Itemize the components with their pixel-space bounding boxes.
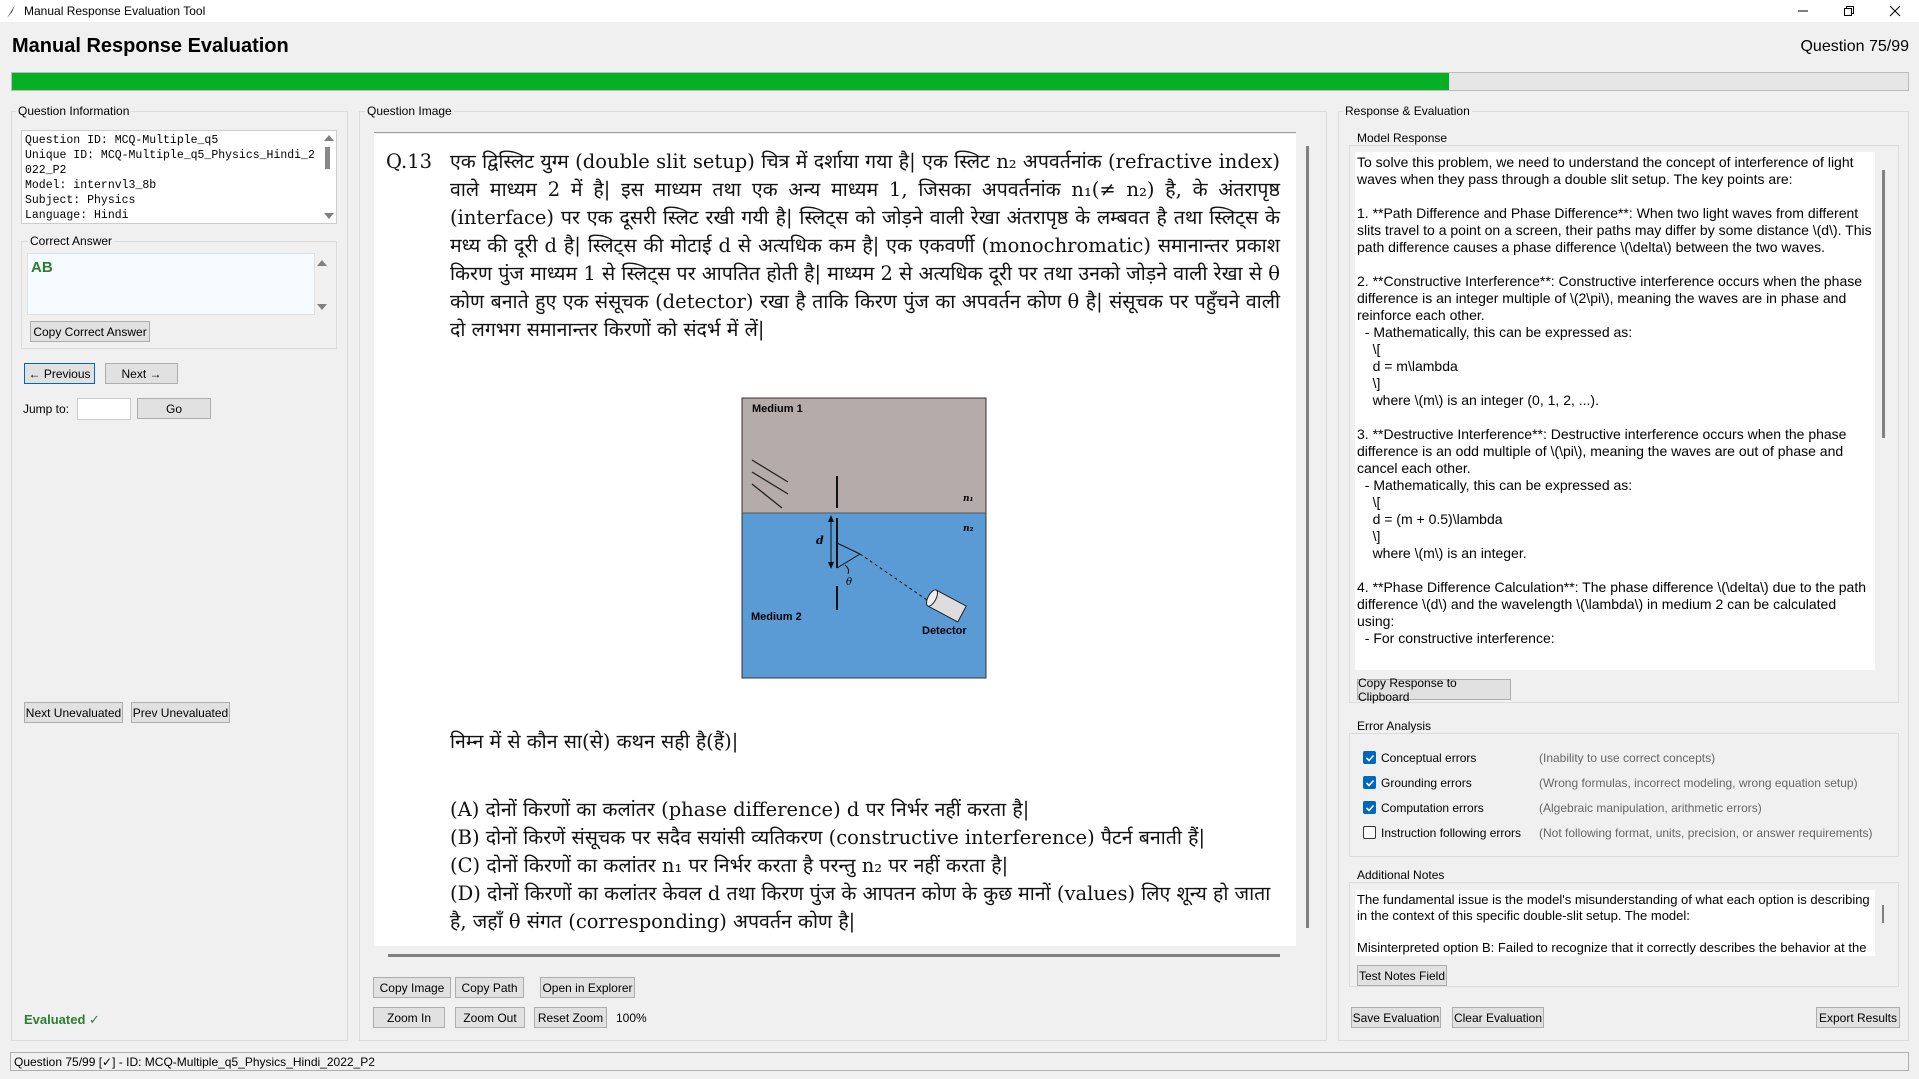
question-ask: निम्न में से कौन सा(से) कथन सही है(हैं)|: [450, 730, 739, 753]
computation-errors-label[interactable]: Computation errors: [1381, 801, 1484, 815]
progress-bar: [11, 72, 1909, 91]
restore-button[interactable]: [1826, 0, 1872, 22]
status-bar: Question 75/99 [✓] - ID: MCQ-Multiple_q5_Physics_Hindi_2022_P2: [10, 1052, 1909, 1071]
theta-label: θ: [846, 577, 853, 588]
option-b: (B) दोनों किरणें संसूचक पर सदैव सयांसी व्यतिकरण (constructive interference) पैटर्न बनाती हैं|: [450, 826, 1206, 849]
info-line: Model: internvl3_8b: [25, 179, 157, 192]
instruction-following-errors-desc: (Not following format, units, precision, or answer requirements): [1539, 826, 1873, 840]
info-line: 022_P2: [25, 164, 67, 177]
scroll-down-icon: [324, 213, 334, 219]
question-info-text[interactable]: [21, 130, 337, 224]
additional-notes-title: Additional Notes: [1357, 868, 1445, 882]
info-scrollbar[interactable]: [323, 133, 333, 223]
zoom-in-button[interactable]: Zoom In: [373, 1007, 445, 1028]
next-unevaluated-button[interactable]: Next Unevaluated: [24, 702, 123, 723]
question-info-title: Question Information: [18, 104, 130, 118]
image-hscrollbar[interactable]: [388, 954, 1280, 957]
conceptual-errors-desc: (Inability to use correct concepts): [1539, 751, 1716, 765]
copy-response-button[interactable]: Copy Response to Clipboard: [1357, 679, 1511, 700]
notes-content: The fundamental issue is the model's misunderstanding of what each option is describing in the context of this specific double-slit setup. The model: Misinterpreted option B: Failed to recognize that it correctly describes the behavior at the: [1357, 892, 1870, 955]
model-response-title: Model Response: [1357, 131, 1448, 145]
question-image[interactable]: [374, 134, 1296, 946]
correct-answer-title: Correct Answer: [30, 234, 113, 248]
question-text: एक द्विस्लिट युग्म (double slit setup) चित्र में दर्शाया गया है| एक स्लिट n₂ अपवर्तनांक (refractive index) वाले माध्यम 2 में है| इस माध्यम तथा एक अन्य माध्यम 1, जिसका अपवर्तनांक n₁(≠ n₂) है, के अंतरापृष्ठ (interface) पर एक दूसरी स्लिट रखी गयी है| स्लिट्स को जोड़ने वाली रेखा अंतरापृष्ठ के लम्बवत है तथा स्लिट्स के मध्य की दूरी d है| स्लिट्स की मोटाई d से अत्यधिक कम है| एक एकवर्णी (monochromatic) समानान्तर प्रकाश किरण पुंज माध्यम 1 से स्लिट्स पर आपतित होती है| माध्यम 2 से अत्यधिक दूरी पर तथा उनको जोड़ने वाली रेखा से θ कोण बनाते हुए एक संसूचक (detector) रखा है ताकि किरण पुंज का अपवर्तन कोण θ है| संसूचक पर पहुँचने वाली दो लगभग समानान्तर किरणों को संदर्भ में लें|: [450, 150, 1280, 341]
detector-label: Detector: [922, 625, 967, 637]
answer-scrollbar[interactable]: [316, 258, 326, 314]
next-button[interactable]: Next →: [105, 363, 178, 384]
info-line: Unique ID: MCQ-Multiple_q5_Physics_Hindi_2: [25, 149, 315, 162]
conceptual-errors-checkbox[interactable]: [1363, 751, 1376, 764]
medium2-label: Medium 2: [751, 611, 802, 623]
grounding-errors-label[interactable]: Grounding errors: [1381, 776, 1472, 790]
grounding-errors-desc: (Wrong formulas, incorrect modeling, wrong equation setup): [1539, 776, 1858, 790]
question-counter: Question 75/99: [1800, 38, 1909, 55]
response-scrollbar[interactable]: [1882, 170, 1885, 438]
close-button[interactable]: [1872, 0, 1918, 22]
go-button[interactable]: Go: [137, 398, 211, 419]
minimize-icon: [1798, 6, 1808, 16]
feather-icon: [4, 3, 18, 19]
restore-icon: [1844, 6, 1854, 16]
response-evaluation-title: Response & Evaluation: [1345, 104, 1470, 118]
computation-errors-checkbox[interactable]: [1363, 801, 1376, 814]
open-in-explorer-button[interactable]: Open in Explorer: [540, 977, 635, 998]
grounding-errors-checkbox[interactable]: [1363, 776, 1376, 789]
scroll-up-icon: [324, 135, 334, 141]
copy-correct-answer-button[interactable]: Copy Correct Answer: [30, 321, 150, 342]
model-response-text[interactable]: [1355, 152, 1875, 670]
app-title: Manual Response Evaluation: [12, 35, 289, 57]
export-results-button[interactable]: Export Results: [1816, 1007, 1900, 1028]
test-notes-button[interactable]: Test Notes Field: [1357, 965, 1447, 986]
copy-image-button[interactable]: Copy Image: [373, 977, 451, 998]
question-image-title: Question Image: [367, 104, 452, 118]
info-line: Subject: Physics: [25, 194, 136, 207]
info-line: Language: Hindi: [25, 209, 129, 222]
option-c: (C) दोनों किरणों का कलांतर n₁ पर निर्भर करता है परन्तु n₂ पर नहीं करता है|: [450, 854, 1009, 877]
scroll-down-icon: [317, 304, 327, 310]
window-titlebar: [0, 0, 1919, 22]
error-analysis-title: Error Analysis: [1357, 719, 1432, 733]
progress-fill: [12, 73, 1449, 90]
clear-evaluation-button[interactable]: Clear Evaluation: [1452, 1007, 1544, 1028]
copy-path-button[interactable]: Copy Path: [455, 977, 524, 998]
minimize-button[interactable]: [1780, 0, 1826, 22]
prev-unevaluated-button[interactable]: Prev Unevaluated: [131, 702, 230, 723]
instruction-following-errors-checkbox[interactable]: [1363, 826, 1376, 839]
model-response-content: To solve this problem, we need to understand the concept of interference of light waves when they pass through a double slit setup. The key points are: 1. **Path Difference and Phase Difference**: When two light waves from different slits travel to a point on a screen, their paths may differ by some distance \(d\). This path difference causes a phase difference \(\delta\) between the two waves. 2. **Constructive Interference**: Constructive interference occurs when the phase difference is an integer multiple of \(2\pi\), meaning the waves are in phase and reinforce each other. - Mathematically, this can be expressed as: \[ d = m\lambda \] where \(m\) is an integer (0, 1, 2, ...). 3. **Destructive Interference**: Destructive interference occurs when the phase difference is an odd multiple of \(\pi\), meaning the waves are out of phase and cancel each other. - Mathematically, this can be expressed as: \[ d = (m + 0.5)\lambda \] where \(m\) is an integer. 4. **Phase Difference Calculation**: The phase difference \(\delta\) due to the path difference \(d\) and the wavelength \(\lambda\) in medium 2 can be calculated using: - For constructive interference:: [1357, 154, 1872, 646]
previous-button[interactable]: ← Previous: [24, 363, 95, 384]
conceptual-errors-label[interactable]: Conceptual errors: [1381, 751, 1477, 765]
double-slit-figure: [742, 398, 986, 678]
reset-zoom-button[interactable]: Reset Zoom: [534, 1007, 607, 1028]
check-icon: [1365, 803, 1375, 813]
options-list: [450, 796, 1280, 936]
n2-label: n₂: [963, 524, 974, 534]
question-number: Q.13: [386, 150, 433, 173]
check-icon: [1365, 778, 1375, 788]
zoom-level: 100%: [616, 1011, 647, 1025]
scroll-up-icon: [317, 260, 327, 266]
image-top-border: [374, 132, 1296, 133]
image-vscrollbar[interactable]: [1306, 146, 1309, 928]
window-title: Manual Response Evaluation Tool: [24, 4, 206, 18]
jump-label: Jump to:: [23, 402, 70, 416]
n1-label: n₁: [963, 494, 974, 504]
option-d: (D) दोनों किरणों का कलांतर केवल d तथा किरण पुंज के आपतन कोण के कुछ मानों (values) लिए शून्य हो जाता है, जहाँ θ संगत (corresponding) अपवर्तन कोण है|: [450, 882, 1271, 933]
scroll-thumb[interactable]: [325, 147, 330, 169]
medium1-label: Medium 1: [752, 403, 803, 415]
computation-errors-desc: (Algebraic manipulation, arithmetic errors): [1539, 801, 1762, 815]
d-label: d: [816, 534, 824, 547]
check-icon: [1365, 753, 1375, 763]
save-evaluation-button[interactable]: Save Evaluation: [1351, 1007, 1441, 1028]
jump-input[interactable]: [77, 398, 131, 420]
zoom-out-button[interactable]: Zoom Out: [455, 1007, 525, 1028]
close-icon: [1890, 6, 1900, 16]
instruction-following-errors-label[interactable]: Instruction following errors: [1381, 826, 1522, 840]
notes-scrollbar[interactable]: [1882, 905, 1884, 923]
correct-answer-field[interactable]: AB: [27, 253, 315, 315]
additional-notes-field[interactable]: [1355, 890, 1875, 956]
info-line: Question ID: MCQ-Multiple_q5: [25, 134, 219, 147]
evaluated-status: Evaluated ✓: [24, 1012, 100, 1027]
option-a: (A) दोनों किरणों का कलांतर (phase difference) d पर निर्भर नहीं करता है|: [450, 798, 1030, 821]
